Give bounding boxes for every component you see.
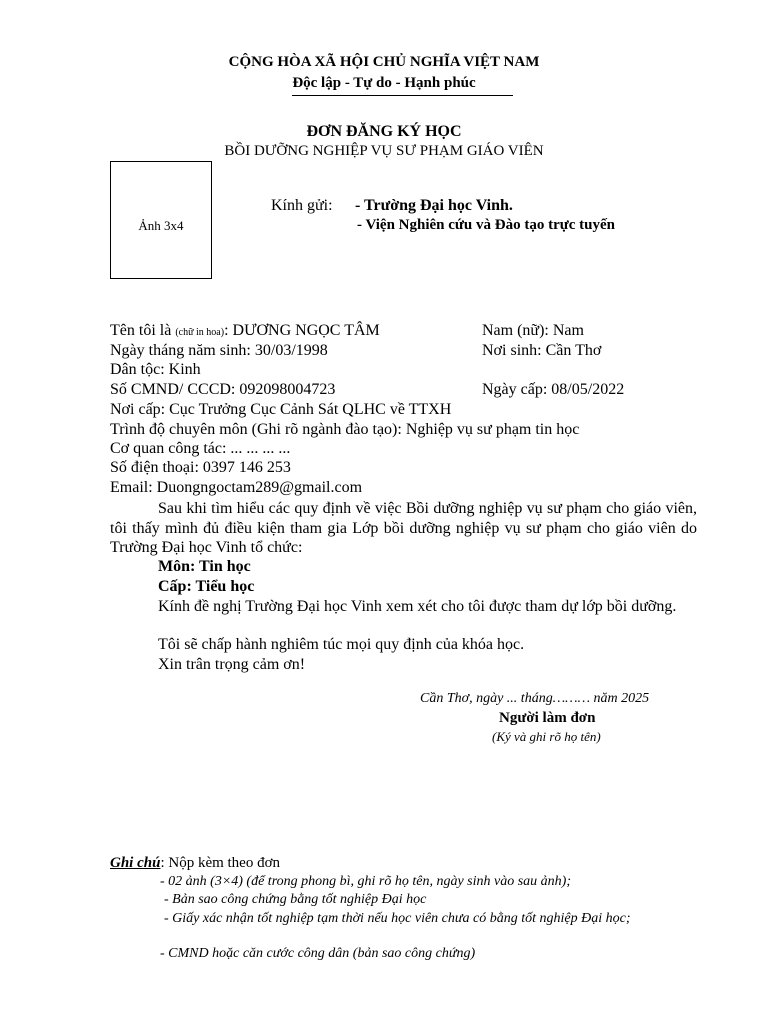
request-paragraph: Kính đề nghị Trường Đại học Vinh xem xét cho tôi được tham dự lớp bồi dưỡng. [158, 598, 677, 615]
field-phone: Số điện thoại: 0397 146 253 [110, 459, 291, 476]
name-label: Tên tôi là [110, 322, 172, 339]
photo-label: Ảnh 3x4 [138, 218, 184, 233]
notes-intro: : Nộp kèm theo đơn [160, 855, 281, 871]
field-id-number: Số CMND/ CCCD: 092098004723 [110, 381, 336, 398]
field-issue-date: Ngày cấp: 08/05/2022 [482, 381, 625, 398]
level-line: Cấp: Tiểu học [158, 578, 255, 595]
nation-title: CỘNG HÒA XÃ HỘI CHỦ NGHĨA VIỆT NAM [228, 54, 540, 70]
subject-line: Môn: Tin học [158, 558, 251, 575]
notes-heading [110, 855, 280, 872]
signer-title: Người làm đơn [499, 710, 596, 726]
field-gender: Nam (nữ): Nam [482, 322, 584, 339]
intro-paragraph: Sau khi tìm hiểu các quy định về việc Bồi dưỡng nghiệp vụ sư phạm cho giáo viên, tôi thấy mình đủ điều kiện tham gia Lớp bồi dưỡng nghiệp vụ sư phạm cho giáo viên do Trường Đại học Vinh tổ chức: [110, 500, 697, 556]
photo-box [110, 161, 212, 279]
sign-note: (Ký và ghi rõ họ tên) [492, 729, 601, 744]
field-qualification: Trình độ chuyên môn (Ghi rõ ngành đào tạo): Nghiệp vụ sư phạm tin học [110, 421, 580, 438]
field-issue-place: Nơi cấp: Cục Trưởng Cục Cảnh Sát QLHC về TTXH [110, 401, 452, 418]
field-email: Email: Duongngoctam289@gmail.com [110, 479, 363, 496]
field-workplace: Cơ quan công tác: ... ... ... ... [110, 440, 291, 457]
field-birthplace: Nơi sinh: Cần Thơ [482, 342, 602, 359]
place-date: Cần Thơ, ngày ... tháng……… năm 2025 [420, 691, 650, 706]
field-ethnicity: Dân tộc: Kinh [110, 361, 201, 378]
notes-item-3: - Giấy xác nhận tốt nghiệp tạm thời nếu học viên chưa có bằng tốt nghiệp Đại học; [164, 911, 631, 926]
recipient-line-2: - Viện Nghiên cứu và Đào tạo trực tuyến [357, 217, 615, 233]
commitment-line: Tôi sẽ chấp hành nghiêm túc mọi quy định của khóa học. [158, 636, 525, 653]
notes-item-2: - Bản sao công chứng bằng tốt nghiệp Đại học [164, 892, 427, 907]
notes-label: Ghi chú [110, 855, 161, 871]
motto: Độc lập - Tự do - Hạnh phúc [292, 75, 476, 91]
name-value: : DƯƠNG NGỌC TÂM [224, 322, 380, 339]
motto-underline [292, 95, 513, 96]
notes-item-4: - CMND hoặc căn cước công dân (bản sao công chứng) [160, 946, 476, 961]
name-note: (chữ in hoa) [175, 327, 225, 338]
notes-item-1: - 02 ảnh (3×4) (để trong phong bì, ghi rõ họ tên, ngày sinh vào sau ảnh); [160, 874, 571, 889]
form-title: ĐƠN ĐĂNG KÝ HỌC [306, 123, 462, 140]
field-name [110, 322, 380, 340]
field-dob: Ngày tháng năm sinh: 30/03/1998 [110, 342, 328, 359]
recipient-label: Kính gửi: [271, 197, 333, 214]
form-subtitle: BỒI DƯỠNG NGHIỆP VỤ SƯ PHẠM GIÁO VIÊN [224, 143, 544, 159]
recipient-line-1: - Trường Đại học Vinh. [355, 197, 513, 214]
thanks-line: Xin trân trọng cảm ơn! [158, 656, 306, 673]
